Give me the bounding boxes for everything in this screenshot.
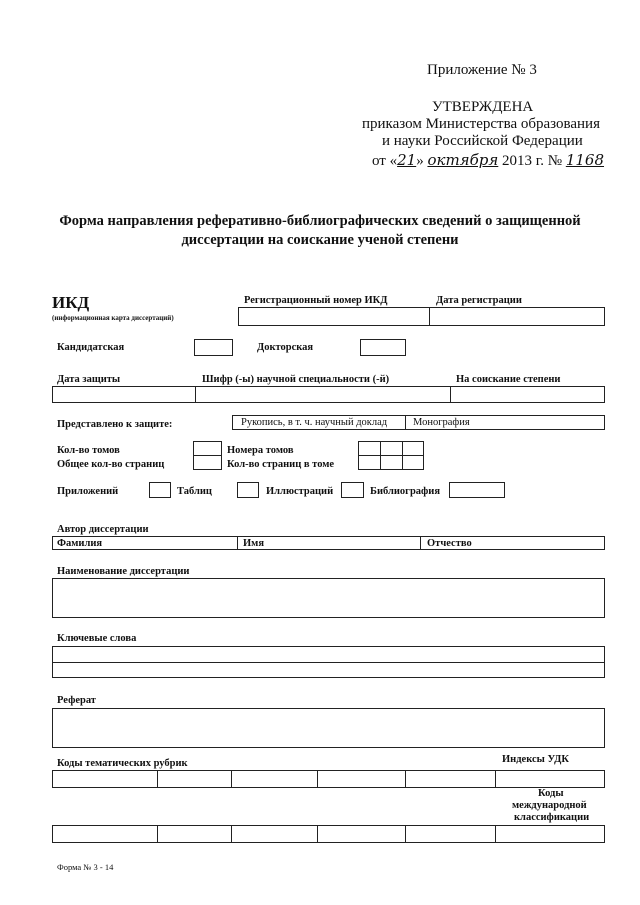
tables-field[interactable] [237,482,259,498]
abstract-field[interactable] [52,708,605,748]
appendices-label: Приложений [57,486,119,497]
approved-label: УТВЕРЖДЕНА [432,99,534,115]
rubrics-label: Коды тематических рубрик [57,758,188,769]
last-name-field[interactable]: Фамилия [57,538,103,549]
order-date [372,151,604,170]
order-number: 1168 [565,151,605,169]
author-fields-box [52,536,605,550]
udc-label: Индексы УДК [502,754,569,765]
appendix-label: Приложение № 3 [427,62,537,78]
bibliography-field[interactable] [449,482,505,498]
cipher-label: Шифр (-ы) научной специальности (-й) [202,374,390,385]
total-pages-field[interactable] [194,456,221,469]
form-number: Форма № 3 - 14 [57,862,114,872]
author-label: Автор диссертации [57,524,149,535]
order-line2: и науки Российской Федерации [382,133,583,149]
reg-number-label: Регистрационный номер ИКД [244,295,388,306]
submitted-options-box [232,415,605,430]
reg-number-field[interactable] [239,308,429,325]
bibliography-label: Библиография [370,486,441,497]
first-name-field[interactable]: Имя [243,538,264,549]
defense-fields-box [52,386,605,403]
ikd-label: ИКД [52,293,90,312]
candidate-label: Кандидатская [57,342,125,353]
keywords-field[interactable] [52,646,605,678]
defense-date-field[interactable] [53,387,195,402]
appendices-field[interactable] [149,482,171,498]
illustrations-label: Иллюстраций [266,486,334,497]
candidate-checkbox[interactable] [194,339,233,356]
degree-sought-field[interactable] [451,387,604,402]
volumes-count-field[interactable] [194,442,221,455]
date-month: октября [427,151,499,169]
rubrics-udc-row[interactable] [52,770,605,788]
submitted-label: Представлено к защите: [57,419,173,430]
cipher-field[interactable] [196,387,450,402]
monograph-option[interactable]: Монография [413,417,470,428]
order-line1: приказом Министерства образования [362,116,600,132]
volumes-box [193,441,222,470]
illustrations-field[interactable] [341,482,364,498]
ikd-sublabel: (информационная карта диссертаций) [52,314,174,322]
degree-sought-label: На соискание степени [456,374,561,385]
abstract-label: Реферат [57,695,96,706]
total-pages-label: Общее кол-во страниц [57,459,165,470]
keywords-label: Ключевые слова [57,633,137,644]
defense-date-label: Дата защиты [57,374,121,385]
volume-numbers-label: Номера томов [227,445,294,456]
form-title-line1: Форма направления реферативно-библиографических сведений о защищенной [59,213,581,229]
tables-label: Таблиц [177,486,212,497]
date-prefix: от « [372,153,398,169]
patronymic-field[interactable]: Отчество [427,538,472,549]
form-title-line2: диссертации на соискание ученой степени [181,232,459,248]
dissertation-name-label: Наименование диссертации [57,566,190,577]
intl-codes-row[interactable] [52,825,605,843]
reg-fields-box [238,307,605,326]
date-mid: » [416,153,424,169]
pages-per-volume-label: Кол-во страниц в томе [227,459,335,470]
reg-date-field[interactable] [430,308,604,325]
intl-codes-label-2: международной [512,800,587,811]
date-day: 21 [397,151,417,169]
manuscript-option[interactable]: Рукопись, в т. ч. научный доклад [241,417,388,428]
dissertation-name-field[interactable] [52,578,605,618]
intl-codes-label-1: Коды [538,788,564,799]
volume-numbers-grid[interactable] [358,441,424,470]
date-year: 2013 г. № [502,153,563,169]
reg-date-label: Дата регистрации [436,295,522,306]
doctor-checkbox[interactable] [360,339,406,356]
intl-codes-label-3: классификации [514,812,590,823]
volumes-count-label: Кол-во томов [57,445,120,456]
doctor-label: Докторская [257,342,314,353]
